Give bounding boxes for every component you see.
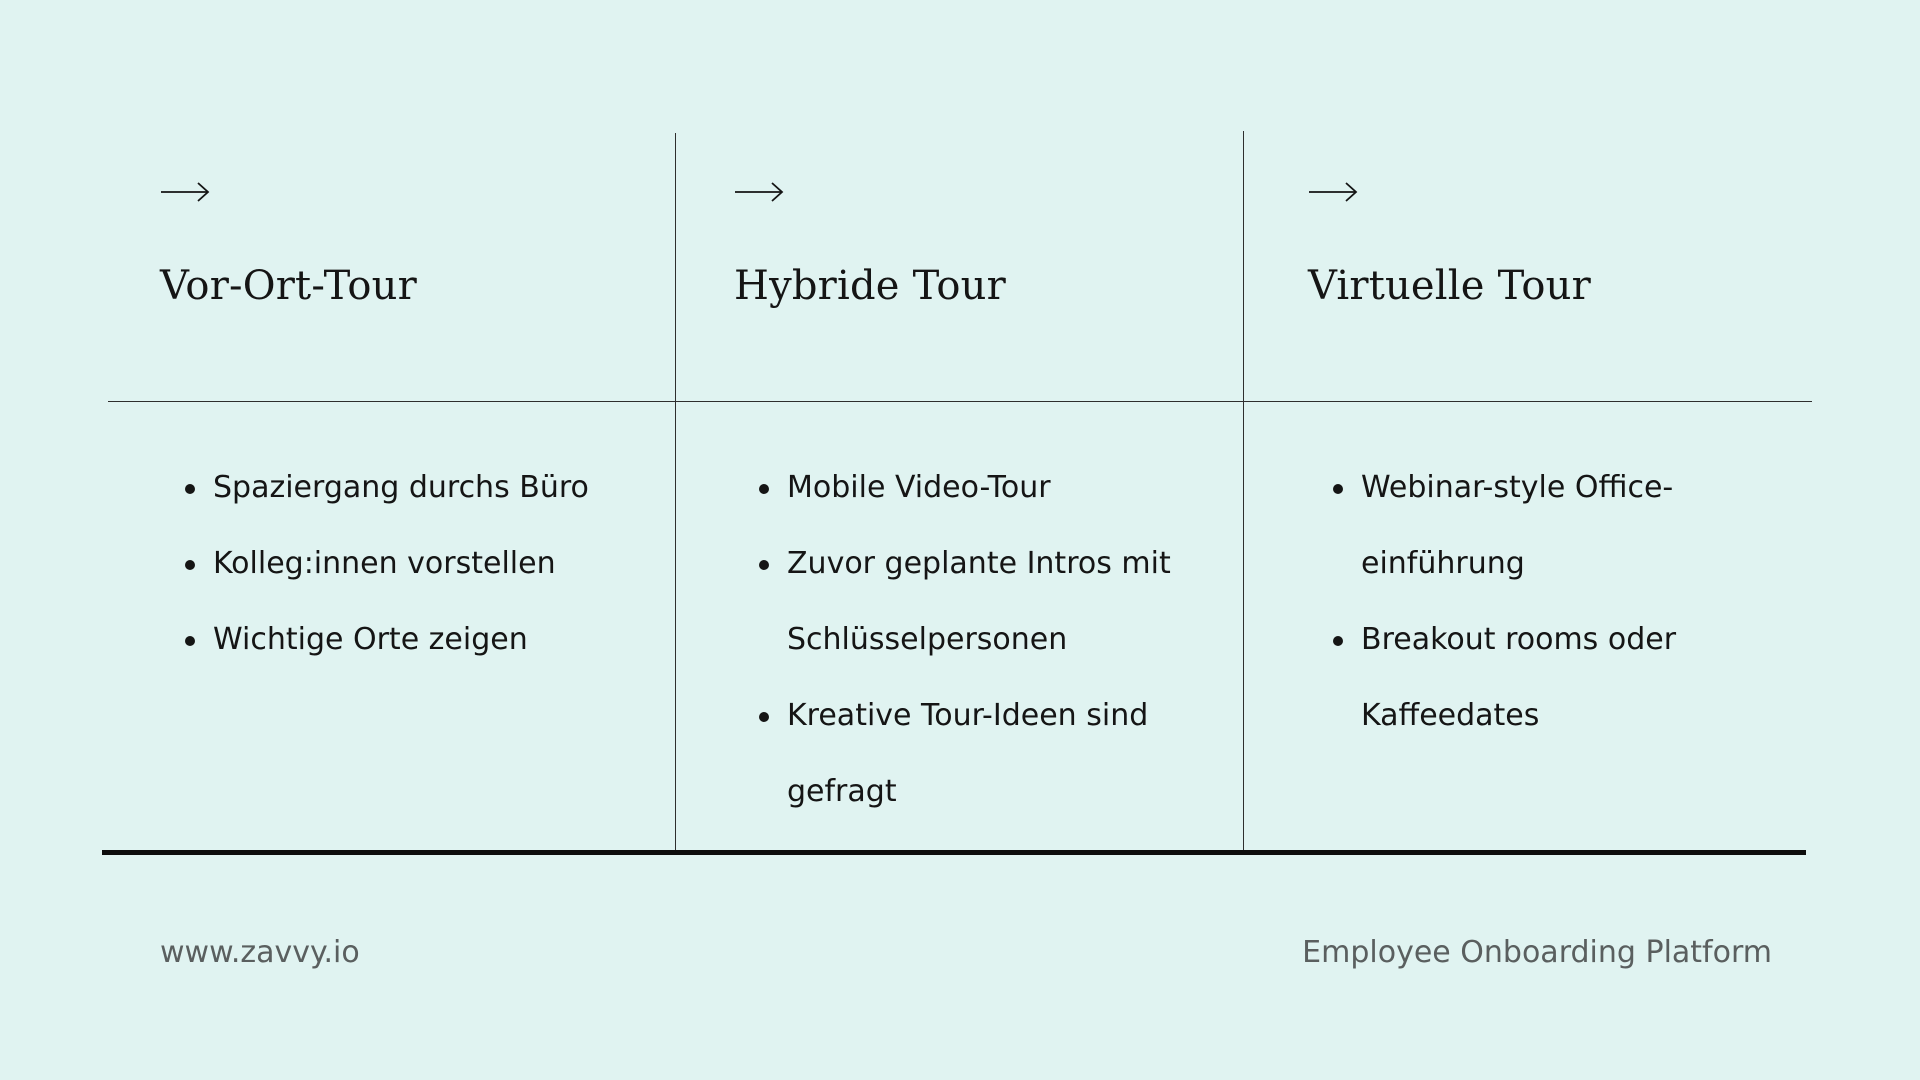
arrow-right-icon bbox=[734, 180, 784, 204]
list-item: Kreative Tour-Ideen sind gefragt bbox=[756, 678, 1216, 830]
list-item: Wichtige Orte zeigen bbox=[182, 602, 642, 678]
column-list-hybride bbox=[756, 450, 1216, 830]
column-header-hybride bbox=[734, 180, 1006, 309]
header-divider bbox=[108, 401, 1812, 402]
list-item: Zuvor geplante Intros mit Schlüsselpersonen bbox=[756, 526, 1216, 678]
column-header-virtuelle bbox=[1308, 180, 1591, 309]
column-divider-1 bbox=[675, 133, 676, 852]
footer-tagline: Employee Onboarding Platform bbox=[1302, 935, 1772, 970]
arrow-right-icon bbox=[1308, 180, 1358, 204]
column-title: Virtuelle Tour bbox=[1308, 263, 1591, 309]
table-bottom-rule bbox=[102, 850, 1806, 855]
list-item: Breakout rooms oder Kaffeedates bbox=[1330, 602, 1760, 754]
list-item: Kolleg:innen vorstellen bbox=[182, 526, 642, 602]
column-divider-2 bbox=[1243, 131, 1244, 852]
arrow-right-icon bbox=[160, 180, 210, 204]
column-header-vor-ort bbox=[160, 180, 417, 309]
column-title: Hybride Tour bbox=[734, 263, 1006, 309]
list-item: Webinar-style Office-einführung bbox=[1330, 450, 1760, 602]
column-list-vor-ort bbox=[182, 450, 642, 678]
list-item: Spaziergang durchs Büro bbox=[182, 450, 642, 526]
column-title: Vor-Ort-Tour bbox=[160, 263, 417, 309]
column-list-virtuelle bbox=[1330, 450, 1760, 754]
list-item: Mobile Video-Tour bbox=[756, 450, 1216, 526]
footer-url[interactable]: www.zavvy.io bbox=[160, 935, 360, 970]
